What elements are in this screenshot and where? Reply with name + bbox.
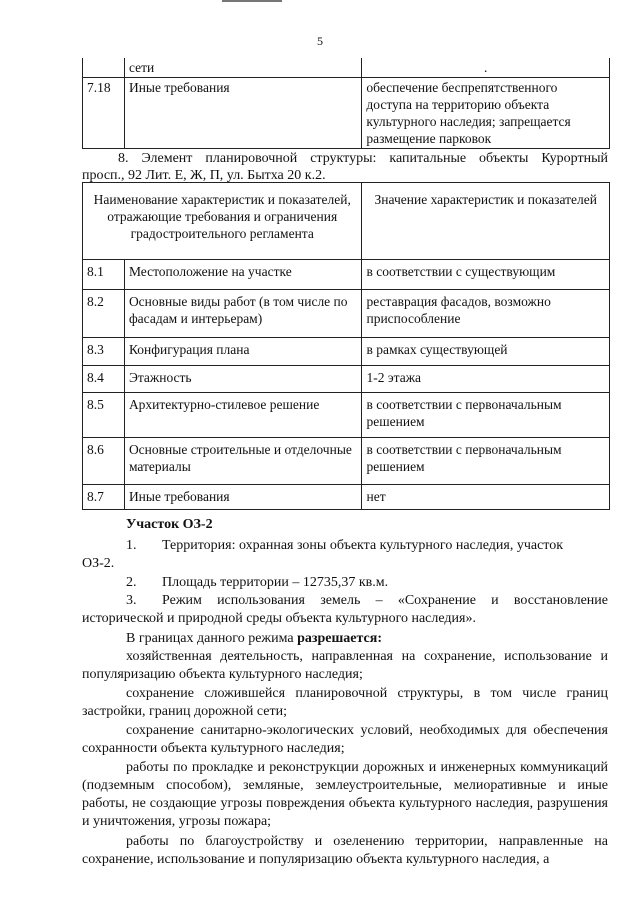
row-name: Основные виды работ (в том числе по фасадам и интерьерам) <box>124 290 362 338</box>
row-value: реставрация фасадов, возможно приспособление <box>362 290 610 338</box>
row-number: 8.7 <box>83 485 125 510</box>
row-number: 8.6 <box>83 438 125 485</box>
row-value: в рамках существующей <box>362 338 610 366</box>
section-oz2-heading: Участок ОЗ-2 <box>126 517 213 532</box>
permission-paragraph: работы по прокладке и реконструкции дорожных и инженерных коммуникаций (подземным способом), земляные, землеустроительные, мелиоративные и иные работы, не создающие угрозы повреждения объекта культурного наследия, разрушения и уничтожения, угрозы пожара; <box>82 760 608 829</box>
item-1-number: 1. <box>126 538 137 553</box>
row-number: 8.4 <box>83 366 125 393</box>
row-number: 8.2 <box>83 290 125 338</box>
scan-top-mark <box>222 0 282 2</box>
row-value: в соответствии с первоначальным решением <box>362 438 610 485</box>
table-header-row <box>83 183 610 260</box>
permission-paragraph: сохранение санитарно-экологических условий, необходимых для обеспечения сохранности объекта культурного наследия; <box>82 723 608 756</box>
table-row <box>83 393 610 438</box>
row-value: . <box>362 58 610 78</box>
permission-paragraph: хозяйственная деятельность, направленная на сохранение, использование и популяризацию объекта культурного наследия; <box>82 649 608 682</box>
permission-paragraph: работы по благоустройству и озеленению территории, направленные на сохранение, использование и популяризацию объекта культурного наследия, а <box>82 834 608 867</box>
header-name-cell: Наименование характеристик и показателей, отражающие требования и ограничения градостроительного регламента <box>83 183 362 260</box>
item-1-line2: ОЗ-2. <box>82 556 115 571</box>
row-number <box>83 58 125 78</box>
row-name: Иные требования <box>124 485 362 510</box>
page-number: 5 <box>317 34 323 48</box>
row-name: Архитектурно-стилевое решение <box>124 393 362 438</box>
table-row <box>83 338 610 366</box>
row-name: Конфигурация плана <box>124 338 362 366</box>
item-3-line1: Режим использования земель – «Сохранение и восстановление <box>162 593 608 608</box>
table-row <box>83 485 610 510</box>
row-name: Этажность <box>124 366 362 393</box>
row-name: Основные строительные и отделочные материалы <box>124 438 362 485</box>
table-row <box>83 78 610 149</box>
item-3-number: 3. <box>126 593 137 608</box>
row-value: в соответствии с существующим <box>362 260 610 290</box>
requirements-table-7 <box>82 58 610 149</box>
regime-permission-line: В границах данного режима разрешается: <box>126 631 383 646</box>
row-number: 8.1 <box>83 260 125 290</box>
row-name: Иные требования <box>124 78 361 149</box>
row-number: 7.18 <box>83 78 125 149</box>
table-row <box>83 290 610 338</box>
table-row <box>83 58 610 78</box>
row-value: обеспечение беспрепятственного доступа на территорию объекта культурного наследия; запрещается размещение парковок <box>362 78 610 149</box>
row-value: нет <box>362 485 610 510</box>
table-row <box>83 438 610 485</box>
table-row <box>83 260 610 290</box>
requirements-table-8 <box>82 182 610 510</box>
section-8-heading-line2: просп., 92 Лит. Е, Ж, П, ул. Бытха 20 к.2. <box>82 168 326 183</box>
row-value: 1-2 этажа <box>362 366 610 393</box>
item-2-text: Площадь территории – 12735,37 кв.м. <box>162 575 389 590</box>
item-1-line1: Территория: охранная зоны объекта культурного наследия, участок <box>162 538 564 553</box>
table-row <box>83 366 610 393</box>
item-3-line2: исторической и природной среды объекта культурного наследия». <box>82 611 476 626</box>
row-number: 8.5 <box>83 393 125 438</box>
item-2-number: 2. <box>126 575 137 590</box>
row-value: в соответствии с первоначальным решением <box>362 393 610 438</box>
permission-paragraph: сохранение сложившейся планировочной структуры, в том числе границ застройки, границ дорожной сети; <box>82 686 608 719</box>
row-name: сети <box>124 58 361 78</box>
row-number: 8.3 <box>83 338 125 366</box>
section-8-heading-line1: 8. Элемент планировочной структуры: капитальные объекты Курортный <box>118 151 608 166</box>
header-value-cell: Значение характеристик и показателей <box>362 183 610 260</box>
row-name: Местоположение на участке <box>124 260 362 290</box>
